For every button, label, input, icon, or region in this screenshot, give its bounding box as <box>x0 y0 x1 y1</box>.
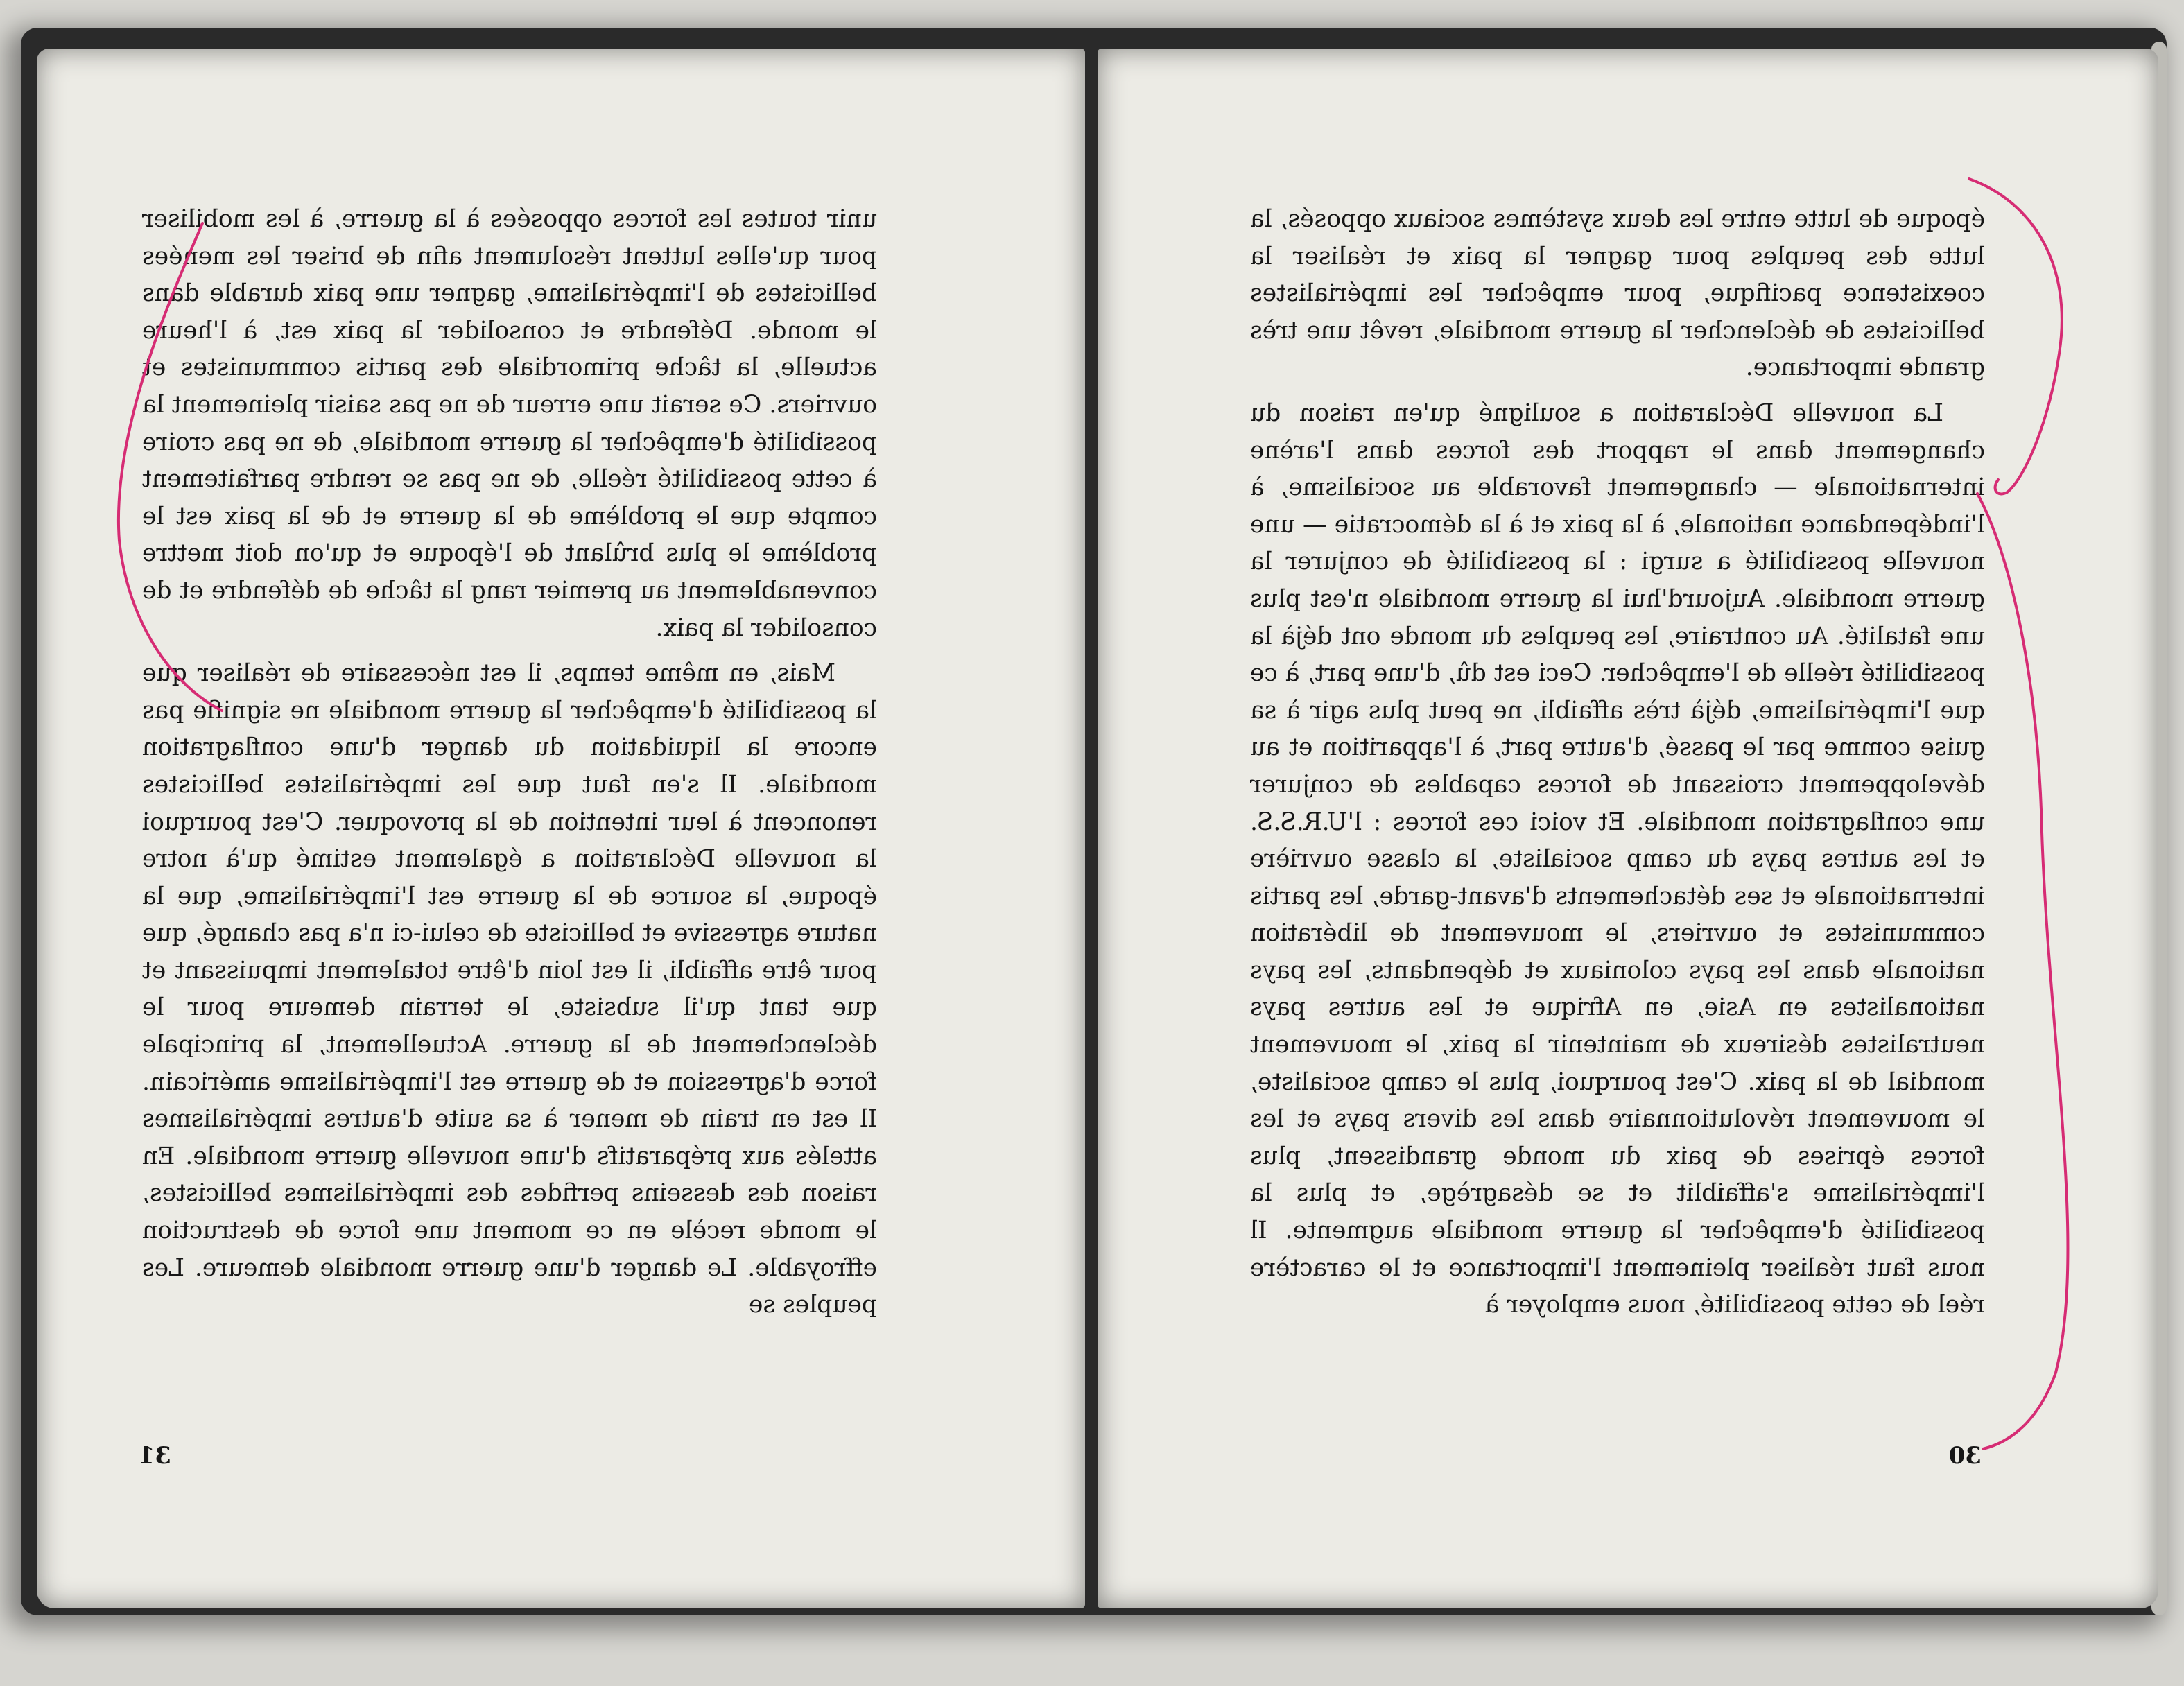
page-30-paragraph-1: époque de lutte entre les deux systèmes sociaux opposés, la lutte des peuples pour gagner la paix et réaliser la coexistence pacifique, pour empêcher les impérialistes bellicistes de déclencher la guerre mondiale, revêt une très grande importance. <box>1250 205 1985 382</box>
page-31-paragraph-1: unir toutes les forces opposées à la guerre, à les mobiliser pour qu'elles luttent résolument afin de briser les menées bellicistes de l'impérialisme, gagner une paix durable dans le monde. Défendre et consolider la paix est, à l'heure actuelle, la tâche primordiale des partis communistes et ouvriers. Ce serait une erreur de ne pas saisir pleinement la possibilité d'empêcher la guerre mondiale, de ne pas croire à cette possibilité réelle, de ne pas se rendre parfaitement compte que le problème de la guerre et de la paix est le problème le plus brûlant de l'époque et qu'on doit mettre convenablement au premier rang la tâche de défendre et de consolider la paix. <box>142 205 877 642</box>
page-31-text <box>142 201 877 1324</box>
open-book-spread-mirrored <box>21 28 2167 1615</box>
page-31 <box>37 49 1085 1608</box>
page-30-text <box>1250 201 1985 1324</box>
page-30 <box>1098 49 2158 1608</box>
page-number-31: 31 <box>138 1442 171 1470</box>
page-31-paragraph-2: Mais, en même temps, il est nécessaire de réaliser que la possibilité d'empêcher la guerre mondiale ne signifie pas encore la liquidation du danger d'une conflagration mondiale. Il s'en faut que les impérialistes bellicistes renoncent à leur intention de la provoquer. C'est pourquoi la nouvelle Déclaration a également estimé qu'à notre époque, la source de la guerre est l'impérialisme, que la nature agressive et belliciste de celui-ci n'a pas changé, que pour être affaibli, il est loin d'être totalement impuissant et que tant qu'il subsiste, le terrain demeure pour le déclenchement de la guerre. Actuellement, la principale force d'agression et de guerre est l'impérialisme américain. Il est en train de mener à sa suite d'autres impérialismes attelés aux préparatifs d'une nouvelle guerre mondiale. En raison des desseins perfides des impérialismes bellicistes, le monde recèle en ce moment une force de destruction effroyable. Le danger d'une guerre mondiale demeure. Les peuples se <box>142 659 877 1319</box>
page-number-30: 30 <box>1948 1442 1982 1470</box>
page-30-paragraph-2: La nouvelle Déclaration a souligné qu'en raison du changement dans le rapport des forces dans l'arène internationale — changement favorable au socialisme, à l'indépendance nationale, à la paix et à la démocratie — une nouvelle possibilité a surgi : la possibilité de conjurer la guerre mondiale. Aujourd'hui la guerre mondiale n'est plus une fatalité. Au contraire, les peuples du monde ont déjà la possibilité réelle de l'empêcher. Ceci est dû, d'une part, à ce que l'impérialisme, déjà très affaibli, ne peut plus agir à sa guise comme par le passé, d'autre part, à l'apparition et au développement croissant de forces capables de conjurer une conflagration mondiale. Et voici ces forces : l'U.R.S.S. et les autres pays du camp socialiste, la classe ouvrière internationale et ses détachements d'avant-garde, les partis communistes et ouvriers, le mouvement de libération nationale dans les pays coloniaux et dépendants, les pays nationalistes en Asie, en Afrique et les autres pays neutralistes désireux de maintenir la paix, le mouvement mondial de la paix. C'est pourquoi, plus le camp socialiste, le mouvement révolutionnaire dans les divers pays et les forces éprises de paix du monde grandissent, plus l'impérialisme s'affaiblit et se désagrège, et plus la possibilité d'empêcher la guerre mondiale augmente. Il nous faut réaliser pleinement l'importance et le caractère réel de cette possibilité, nous employer à <box>1250 399 1985 1319</box>
